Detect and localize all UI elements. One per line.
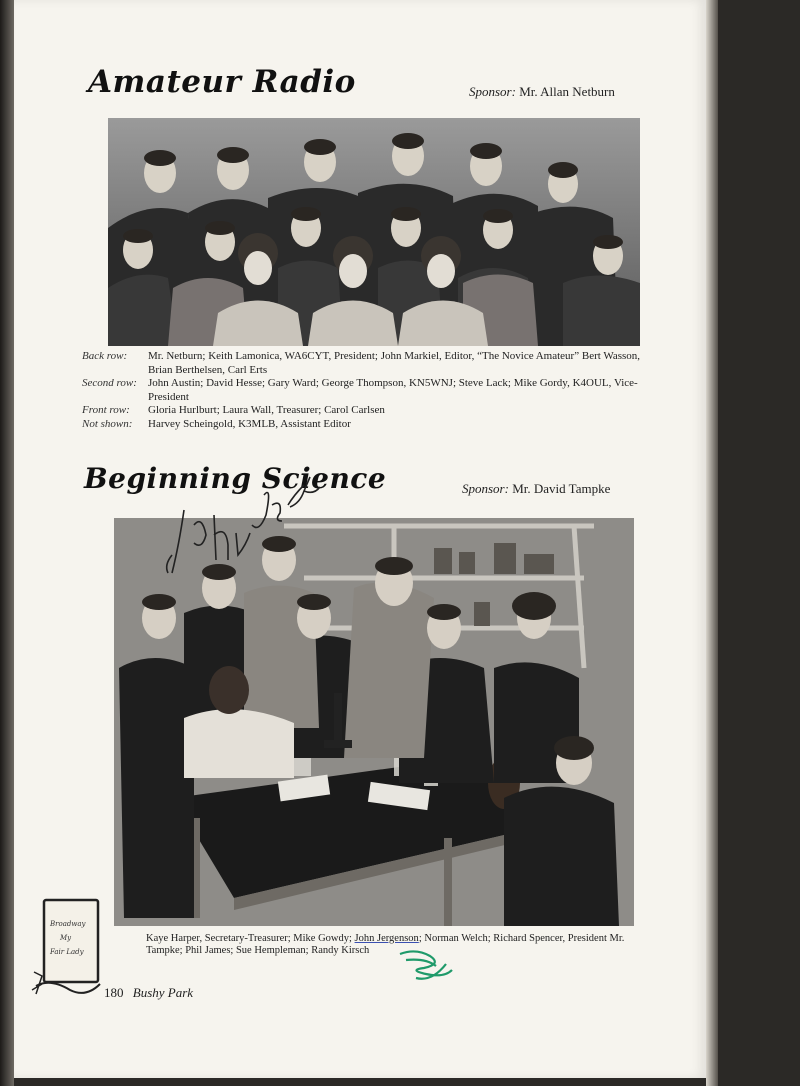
sponsor-name: Mr. David Tampke [512, 481, 611, 496]
page-number: 180 [104, 985, 124, 1000]
caption-row [82, 350, 642, 377]
sponsor-label: Sponsor: [462, 481, 509, 496]
page-footer [104, 985, 193, 1001]
my-fair-lady-stamp [30, 898, 104, 1004]
caption-row-text: John Austin; David Hesse; Gary Ward; George Thompson, KN5WNJ; Steve Lack; Mike Gordy, K4OUL, Vice-President [148, 377, 638, 403]
green-scribble [396, 944, 456, 984]
caption-row [82, 404, 642, 418]
beginning-science-title: Beginning Science [84, 462, 387, 495]
caption-text-before: Kaye Harper, Secretary-Treasurer; Mike Gowdy; [146, 933, 355, 944]
caption-text-after: ; Norman Welch; Richard Spencer, President Mr. Tampke; Phil James; Sue Hempleman; Randy Kirsch [146, 933, 625, 956]
caption-row [82, 418, 642, 432]
amateur-radio-group-photo [108, 118, 640, 346]
sponsor-label: Sponsor: [469, 84, 516, 99]
svg-text:Fair Lady: Fair Lady [50, 948, 84, 956]
page-edge [706, 0, 718, 1086]
book-binding [0, 0, 14, 1086]
svg-text:Broadway: Broadway [50, 920, 86, 928]
beginning-science-sponsor [462, 481, 610, 497]
amateur-radio-sponsor [469, 84, 615, 100]
sponsor-name: Mr. Allan Netburn [519, 84, 615, 99]
caption-row-label: Back row: [82, 350, 128, 362]
caption-row [82, 377, 642, 404]
caption-row-text: Harvey Scheingold, K3MLB, Assistant Editor [148, 417, 351, 430]
caption-row-text: Gloria Hurlburt; Laura Wall, Treasurer; Carol Carlsen [148, 404, 385, 416]
caption-row-label: Second row: [82, 377, 137, 389]
amateur-radio-title: Amateur Radio [88, 64, 356, 100]
caption-highlighted-name: John Jergenson [354, 933, 419, 944]
svg-text:My: My [60, 934, 72, 942]
caption-row-text: Mr. Netburn; Keith Lamonica, WA6CYT, President; John Markiel, Editor, “The Novice Amateur” Bert Wasson, Brian Berthelsen, Carl Erts [148, 350, 641, 376]
publication-name: Bushy Park [132, 985, 194, 1000]
caption-row-label: Not shown: [82, 417, 133, 430]
amateur-radio-caption [82, 350, 642, 431]
caption-row-label: Front row: [82, 404, 130, 416]
yearbook-page [14, 0, 706, 1078]
handwritten-signature [154, 455, 334, 585]
